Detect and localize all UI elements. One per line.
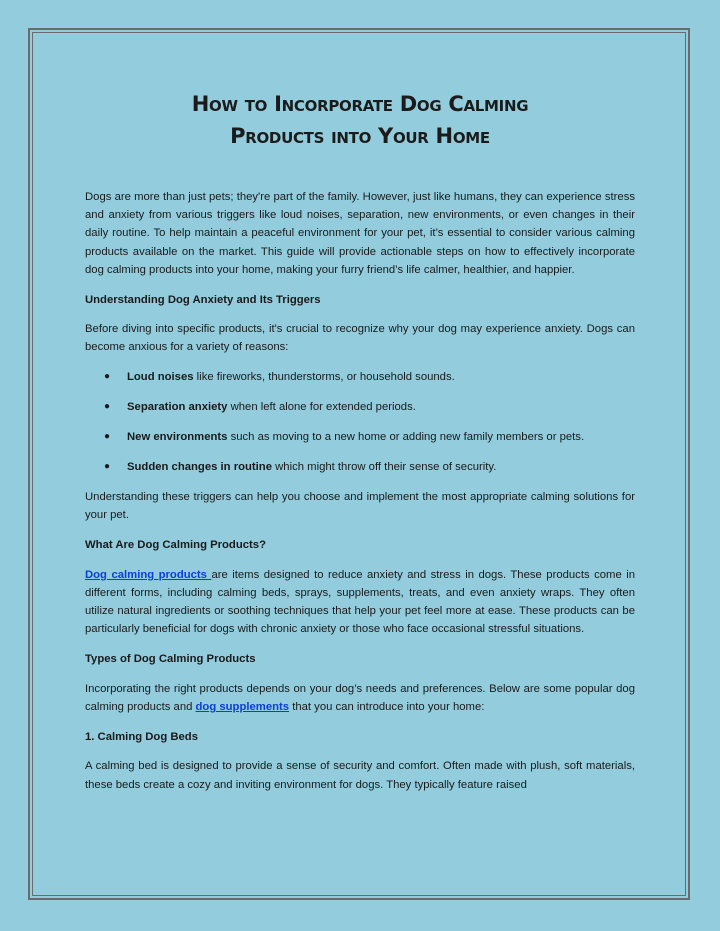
bullet-icon: ● [104,431,111,443]
list-item-bold: Loud noises [127,371,194,384]
section-heading-anxiety: Understanding Dog Anxiety and Its Triggers [85,293,321,306]
list-item-text: when left alone for extended periods. [227,401,416,414]
list-item [85,428,635,446]
products-paragraph-text: are items designed to reduce anxiety and stress in dogs. These products come in different forms, including calming beds, sprays, supplements, treats, and even anxiety wraps. They often utilize natural ingredients or soothing techniques that help your pet feel more at ease. These products can be particularly beneficial for dogs with chronic anxiety or those who face occasional stressful situations. [85,568,636,636]
dog-calming-products-link[interactable]: Dog calming products [85,568,212,581]
triggers-summary-paragraph: Understanding these triggers can help you choose and implement the most appropriate calming solutions for your pet. [85,491,635,522]
list-item-bold: Separation anxiety [127,401,228,414]
document-body [85,88,635,805]
list-item [85,458,635,476]
list-item [85,398,635,416]
section-heading-products: What Are Dog Calming Products? [85,539,266,552]
list-item-bold: Sudden changes in routine [127,461,272,474]
types-paragraph-text-after: that you can introduce into your home: [289,700,485,713]
calming-beds-paragraph: A calming bed is designed to provide a sense of security and comfort. Often made with plush, soft materials, these beds create a cozy and inviting environment for dogs. They typically feature raised [85,760,635,791]
intro-paragraph: Dogs are more than just pets; they're part of the family. However, just like humans, they can experience stress and anxiety from various triggers like loud noises, separation, new environments, or even changes in their daily routine. To help maintain a peaceful environment for your pet, it’s essential to consider various calming products available on the market. This guide will provide actionable steps on how to effectively incorporate dog calming products into your home, making your furry friend’s life calmer, healthier, and happier. [85,191,635,276]
types-paragraph [85,680,635,716]
title-line-1: How to Incorporate Dog Calming [191,92,529,116]
section-heading-types: Types of Dog Calming Products [85,653,256,666]
list-item-text: such as moving to a new home or adding new family members or pets. [227,431,585,444]
title-line-2: Products into Your Home [230,124,490,148]
types-paragraph-text-before: Incorporating the right products depends on your dog’s needs and preferences. Below are some popular dog calming products and [85,682,635,713]
bullet-icon: ● [104,461,111,473]
section-heading-calming-beds: 1. Calming Dog Beds [85,730,198,743]
products-paragraph [85,566,635,639]
list-item-bold: New environments [127,431,228,444]
list-item-text: which might throw off their sense of security. [272,461,497,474]
anxiety-paragraph: Before diving into specific products, it's crucial to recognize why your dog may experience anxiety. Dogs can become anxious for a variety of reasons: [85,323,635,354]
bullet-icon: ● [104,371,111,383]
trigger-list [85,368,635,476]
list-item [85,368,635,386]
list-item-text: like fireworks, thunderstorms, or household sounds. [193,371,455,384]
page-title [85,88,635,152]
dog-supplements-link[interactable]: dog supplements [195,700,290,713]
bullet-icon: ● [104,401,111,413]
